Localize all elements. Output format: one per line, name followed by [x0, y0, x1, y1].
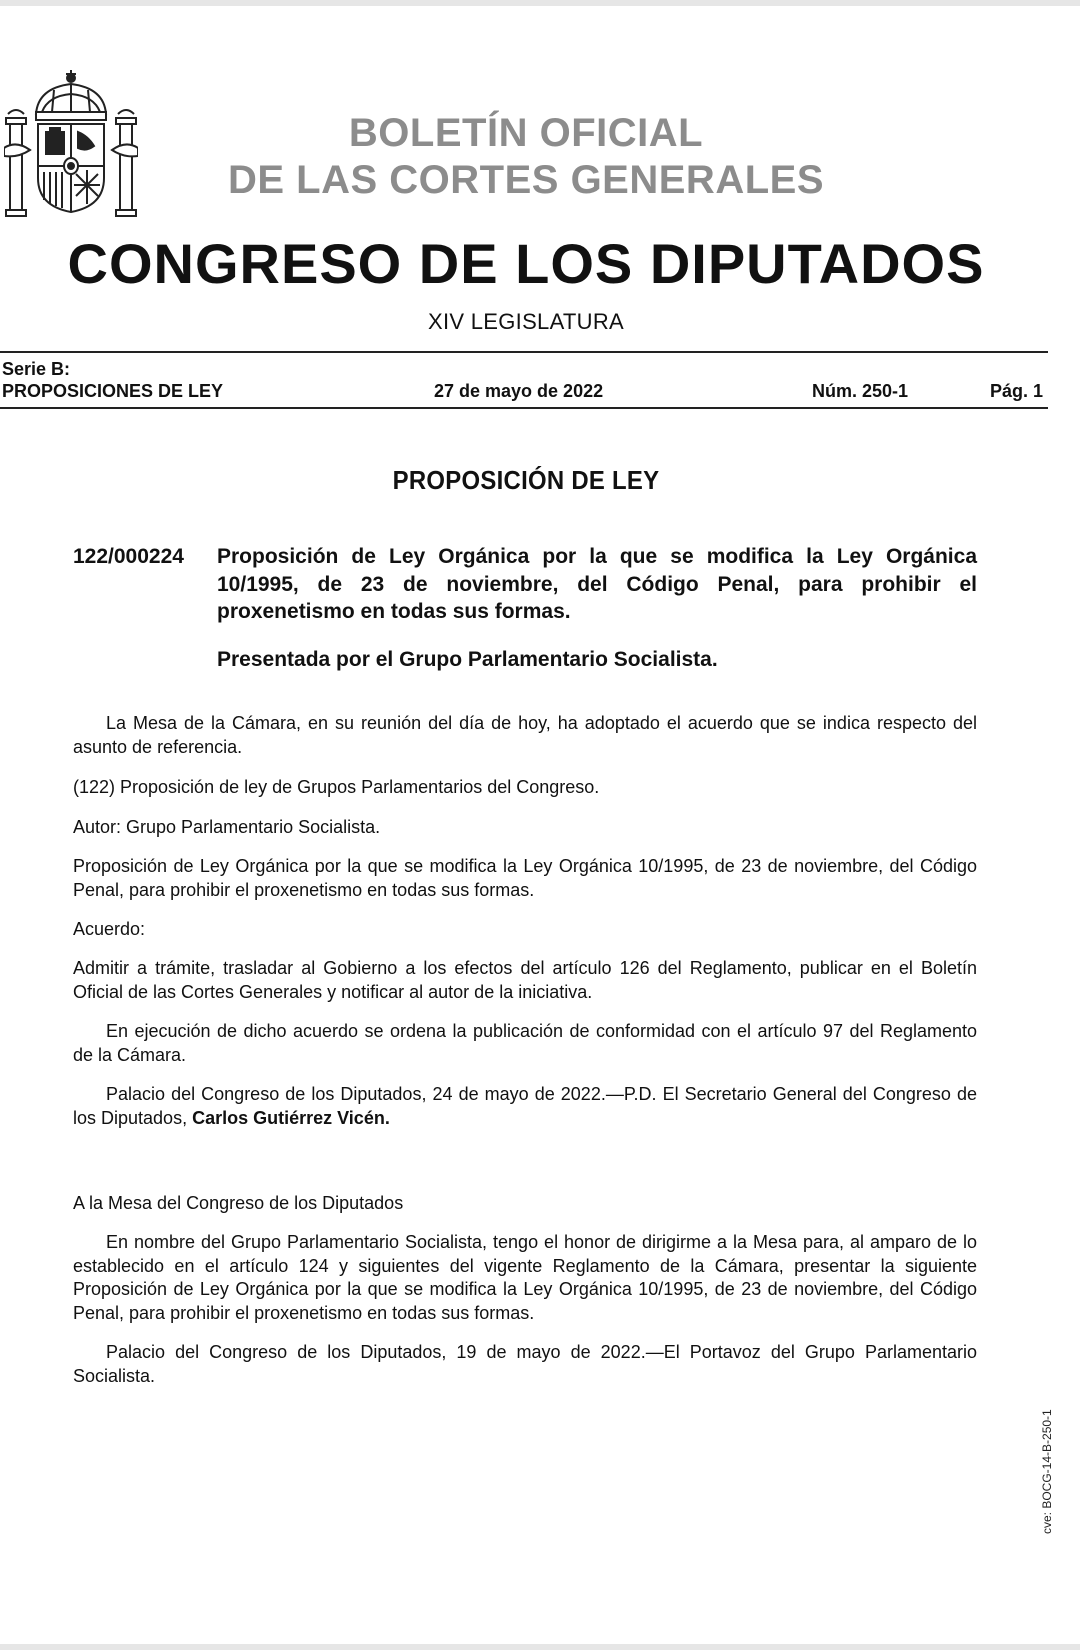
document-heading: PROPOSICIÓN DE LEY [392, 465, 660, 495]
issue-number: Núm. 250-1 [812, 381, 909, 401]
presented-by: Presentada por el Grupo Parlamentario Socialista. [217, 648, 718, 671]
serie-label: Serie B: [2, 359, 71, 379]
signer-name: Carlos Gutiérrez Vicén. [192, 1107, 390, 1128]
page-number: Pág. 1 [990, 381, 1044, 401]
reference-number: 122/000224 [73, 545, 184, 568]
paragraph-author: Autor: Grupo Parlamentario Socialista. [73, 817, 381, 837]
paragraph-addressee: A la Mesa del Congreso de los Diputados [73, 1193, 404, 1213]
header-rule-top [0, 351, 1048, 353]
paragraph-request: En nombre del Grupo Parlamentario Socialista, tengo el honor de dirigirme a la Mesa para, al amparo de lo establecido en el artículo 124 y siguientes del vigente Reglamento de la Cámara, presentar la siguiente Proposición de Ley Orgánica por la que se modifica la Ley Orgánica 10/1995, de 23 de noviembre, del Código Penal, para prohibir el proxenetismo en todas sus formas. [73, 1232, 977, 1323]
reference-title: Proposición de Ley Orgánica por la que se modifica la Ley Orgánica 10/1995, de 23 de noviembre, del Código Penal, para prohibir el proxenetismo en todas sus formas. [217, 545, 977, 623]
cve-code: cve: BOCG-14-B-250-1 [1040, 1409, 1054, 1534]
signature-1-text: Palacio del Congreso de los Diputados, 24 de mayo de 2022.—P.D. El Secretario General del Congreso de los Diputados, [73, 1084, 977, 1128]
paragraph-mesa-agreement: La Mesa de la Cámara, en su reunión del día de hoy, ha adoptado el acuerdo que se indica respecto del asunto de referencia. [73, 713, 977, 757]
paragraph-acuerdo-label: Acuerdo: [73, 919, 146, 939]
spanish-coat-of-arms-icon [4, 66, 138, 218]
paragraph-acuerdo-text: Admitir a trámite, trasladar al Gobierno a los efectos del artículo 126 del Reglamento, publicar en el Boletín Oficial de las Cortes Generales y notificar al autor de la iniciativa. [73, 958, 977, 1002]
bulletin-title-line2: DE LAS CORTES GENERALES [227, 158, 824, 202]
header-rule-bottom [0, 407, 1048, 409]
paragraph-signature-2: Palacio del Congreso de los Diputados, 19 de mayo de 2022.—El Portavoz del Grupo Parlamentario Socialista. [73, 1342, 977, 1386]
paragraph-execution: En ejecución de dicho acuerdo se ordena la publicación de conformidad con el artículo 97 del Reglamento de la Cámara. [73, 1021, 977, 1065]
bottom-shadow-band [0, 1644, 1080, 1650]
bulletin-title-line1: BOLETÍN OFICIAL [348, 111, 704, 155]
legislature-label: XIV LEGISLATURA [427, 309, 625, 334]
publication-date: 27 de mayo de 2022 [434, 381, 604, 401]
paragraph-signature-1 [73, 1083, 977, 1130]
paragraph-subject: Proposición de Ley Orgánica por la que se modifica la Ley Orgánica 10/1995, de 23 de noviembre, del Código Penal, para prohibir el proxenetismo en todas sus formas. [73, 856, 977, 900]
serie-name: PROPOSICIONES DE LEY [2, 381, 224, 401]
paragraph-type: (122) Proposición de ley de Grupos Parlamentarios del Congreso. [73, 777, 600, 797]
chamber-title: CONGRESO DE LOS DIPUTADOS [67, 232, 985, 295]
document-page [0, 6, 1080, 1644]
